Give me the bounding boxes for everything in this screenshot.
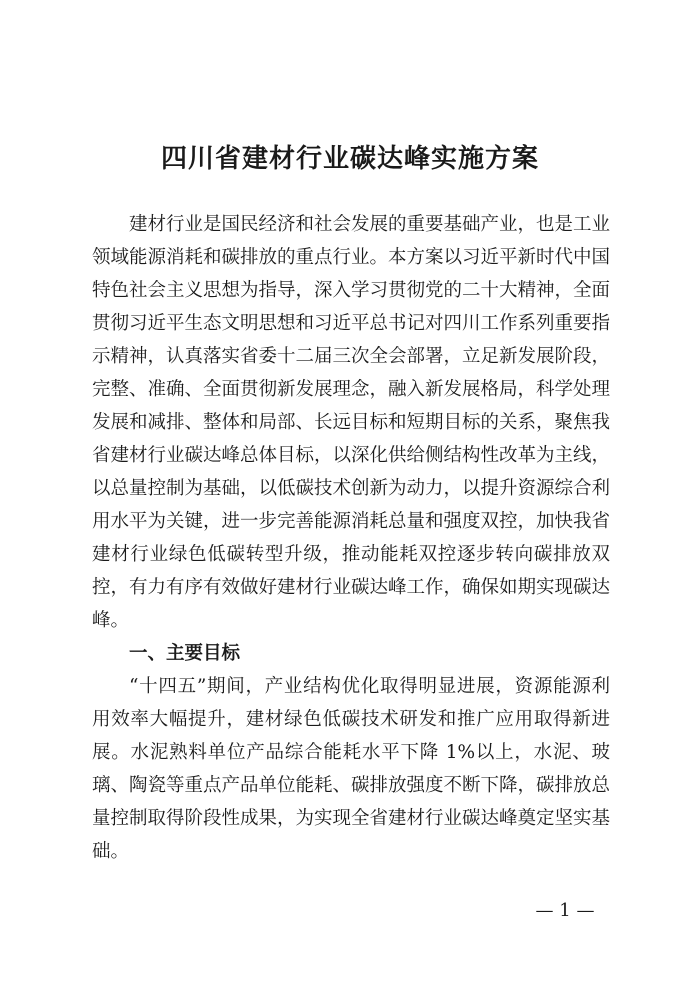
document-body [92, 208, 610, 868]
document-title: 四川省建材行业碳达峰实施方案 [160, 144, 539, 174]
section-heading-main-goals: 一、主要目标 [129, 643, 241, 664]
intro-paragraph: 建材行业是国民经济和社会发展的重要基础产业，也是工业领域能源消耗和碳排放的重点行业。本方案以习近平新时代中国特色社会主义思想为指导，深入学习贯彻党的二十大精神，全面贯彻习近平生态文明思想和习近平总书记对四川工作系列重要指示精神，认真落实省委十二届三次全会部署，立足新发展阶段，完整、准确、全面贯彻新发展理念，融入新发展格局，科学处理发展和减排、整体和局部、长远目标和短期目标的关系，聚焦我省建材行业碳达峰总体目标，以深化供给侧结构性改革为主线，以总量控制为基础，以低碳技术创新为动力，以提升资源综合利用水平为关键，进一步完善能源消耗总量和强度双控，加快我省建材行业绿色低碳转型升级，推动能耗双控逐步转向碳排放双控，有力有序有效做好建材行业碳达峰工作，确保如期实现碳达峰。 [92, 214, 611, 631]
page-number: — 1 — [535, 900, 595, 921]
section-paragraph-main-goals: “十四五”期间，产业结构优化取得明显进展，资源能源利用效率大幅提升，建材绿色低碳技术研发和推广应用取得新进展。水泥熟料单位产品综合能耗水平下降 1%以上，水泥、玻璃、陶瓷等重点产品单位能耗、碳排放强度不断下降，碳排放总量控制取得阶段性成果，为实现全省建材行业碳达峰奠定坚实基础。 [92, 676, 611, 862]
